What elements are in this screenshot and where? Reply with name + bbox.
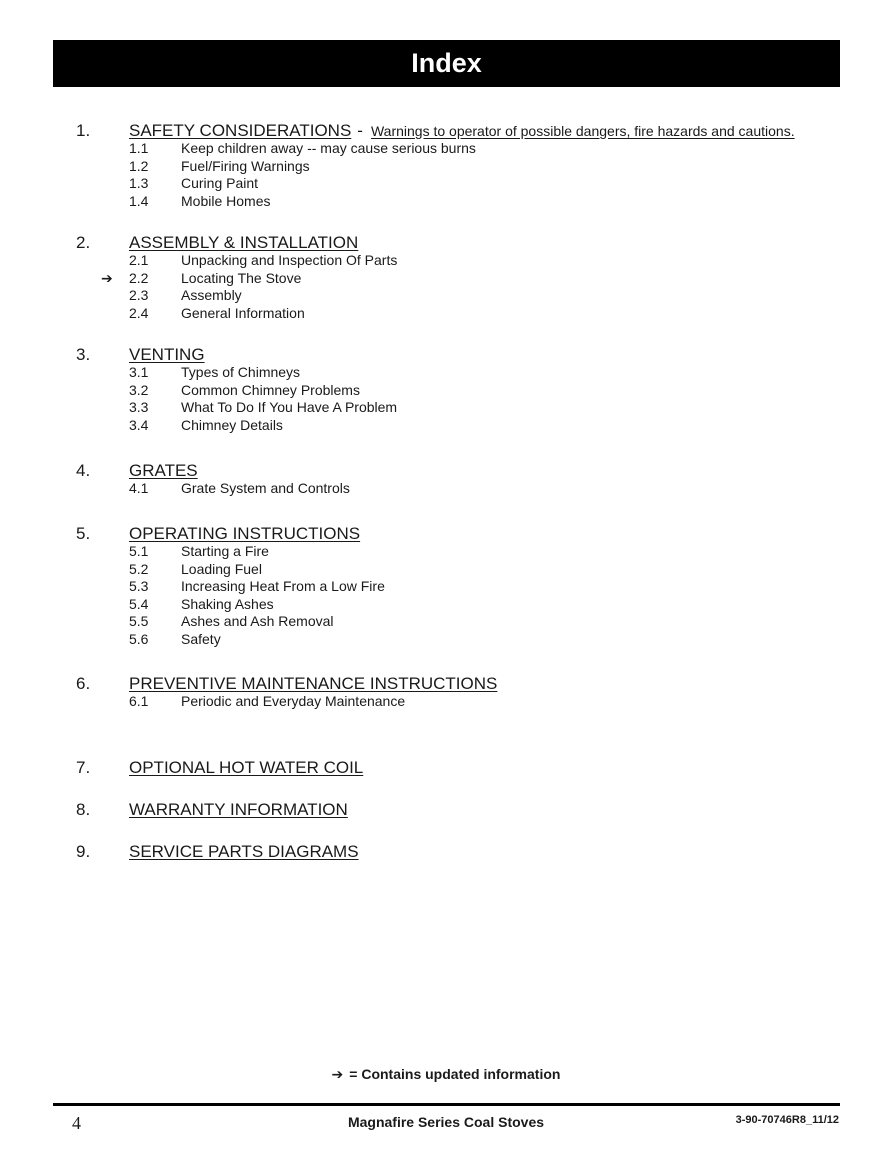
footer-title: Magnafire Series Coal Stoves	[347, 1114, 545, 1130]
subitem-number: 2.2	[129, 269, 149, 286]
toc-subitem	[0, 252, 892, 270]
subitem-label: Periodic and Everyday Maintenance	[181, 693, 406, 709]
subitem-number: 3.4	[129, 416, 149, 433]
subitem-number: 3.1	[129, 364, 149, 380]
section-title	[129, 345, 205, 365]
toc-subitem	[0, 175, 892, 193]
document-code: 3-90-70746R8_11/12	[735, 1114, 839, 1126]
section-separator: -	[357, 121, 363, 140]
section-title-text: SAFETY CONSIDERATIONS	[129, 121, 352, 140]
section-number: 5.	[76, 524, 91, 543]
section-title-text: ASSEMBLY & INSTALLATION	[129, 233, 359, 252]
section-title	[129, 461, 198, 481]
subitem-label: Chimney Details	[181, 416, 283, 433]
right-arrow-icon: ➔	[101, 269, 113, 286]
subitem-number: 1.2	[129, 157, 149, 174]
section-title	[129, 233, 358, 253]
section-number: 6.	[76, 674, 91, 693]
footer-divider	[53, 1103, 840, 1106]
subitem-number: 5.3	[129, 578, 149, 594]
section-title-text: SERVICE PARTS DIAGRAMS	[129, 842, 359, 861]
toc-subitem	[0, 631, 892, 649]
section-number: 9.	[76, 842, 91, 861]
subitem-label: Increasing Heat From a Low Fire	[181, 578, 385, 594]
subitem-label: Ashes and Ash Removal	[181, 613, 334, 629]
section-title-text: OPERATING INSTRUCTIONS	[129, 524, 361, 543]
section-number: 1.	[76, 121, 91, 140]
toc-subitem	[0, 596, 892, 614]
section-title	[129, 674, 497, 694]
section-title	[129, 524, 360, 544]
subitem-number: 5.1	[129, 543, 149, 559]
subitem-label: Grate System and Controls	[181, 480, 350, 496]
toc-subitem	[0, 193, 892, 211]
legend-text: = Contains updated information	[349, 1066, 561, 1082]
section-number: 3.	[76, 345, 91, 364]
index-banner	[53, 40, 840, 87]
section-title-text: WARRANTY INFORMATION	[129, 800, 348, 819]
subitem-label: Loading Fuel	[181, 560, 262, 577]
subitem-label: Keep children away -- may cause serious burns	[181, 140, 476, 156]
subitem-number: 3.2	[129, 381, 149, 398]
section-title	[129, 800, 348, 820]
subitem-label: Starting a Fire	[181, 543, 269, 559]
right-arrow-icon: ➔	[331, 1066, 344, 1082]
toc-subitem	[0, 480, 892, 498]
section-title	[129, 842, 359, 862]
subitem-label: Shaking Ashes	[181, 595, 274, 612]
toc-subitem	[0, 305, 892, 323]
subitem-number: 4.1	[129, 480, 149, 496]
section-number: 7.	[76, 758, 91, 777]
subitem-label: Assembly	[181, 287, 242, 303]
toc-subitem	[0, 417, 892, 435]
subitem-label: Curing Paint	[181, 175, 259, 191]
subitem-number: 5.6	[129, 630, 149, 647]
toc-subitem	[0, 270, 892, 288]
section-title-text: PREVENTIVE MAINTENANCE INSTRUCTIONS	[129, 674, 498, 693]
section-title-text: GRATES	[129, 461, 198, 480]
page-number: 4	[72, 1113, 81, 1133]
subitem-number: 1.1	[129, 140, 149, 156]
subitem-number: 2.1	[129, 252, 149, 268]
subitem-label: Locating The Stove	[181, 269, 302, 286]
subitem-label: Fuel/Firing Warnings	[181, 157, 310, 174]
subitem-number: 5.4	[129, 595, 149, 612]
subitem-number: 5.2	[129, 560, 149, 577]
toc-subitem	[0, 364, 892, 382]
section-title	[129, 121, 795, 141]
toc-subitem	[0, 561, 892, 579]
toc-subitem	[0, 578, 892, 596]
subitem-label: Safety	[181, 630, 221, 647]
subitem-number: 3.3	[129, 399, 149, 415]
subitem-number: 2.3	[129, 287, 149, 303]
page-title: Index	[411, 48, 482, 78]
subitem-label: What To Do If You Have A Problem	[181, 399, 398, 415]
toc-subitem	[0, 382, 892, 400]
toc-subitem	[0, 287, 892, 305]
toc-subitem	[0, 613, 892, 631]
subitem-number: 2.4	[129, 304, 149, 321]
subitem-label: Common Chimney Problems	[181, 381, 360, 398]
toc-subitem	[0, 140, 892, 158]
subitem-number: 1.3	[129, 175, 149, 191]
subitem-label: Unpacking and Inspection Of Parts	[181, 252, 398, 268]
section-title-text: VENTING	[129, 345, 205, 364]
toc-subitem	[0, 693, 892, 711]
section-note: Warnings to operator of possible dangers, fire hazards and cautions.	[370, 123, 795, 139]
subitem-number: 6.1	[129, 693, 149, 709]
subitem-label: General Information	[181, 304, 305, 321]
subitem-number: 1.4	[129, 192, 149, 209]
section-number: 8.	[76, 800, 91, 819]
section-number: 2.	[76, 233, 91, 252]
toc-subitem	[0, 158, 892, 176]
toc-subitem	[0, 543, 892, 561]
subitem-label: Mobile Homes	[181, 192, 271, 209]
subitem-number: 5.5	[129, 613, 149, 629]
section-title	[129, 758, 363, 778]
update-legend	[0, 1066, 892, 1083]
section-number: 4.	[76, 461, 91, 480]
subitem-label: Types of Chimneys	[181, 364, 301, 380]
section-title-text: OPTIONAL HOT WATER COIL	[129, 758, 364, 777]
toc-subitem	[0, 399, 892, 417]
